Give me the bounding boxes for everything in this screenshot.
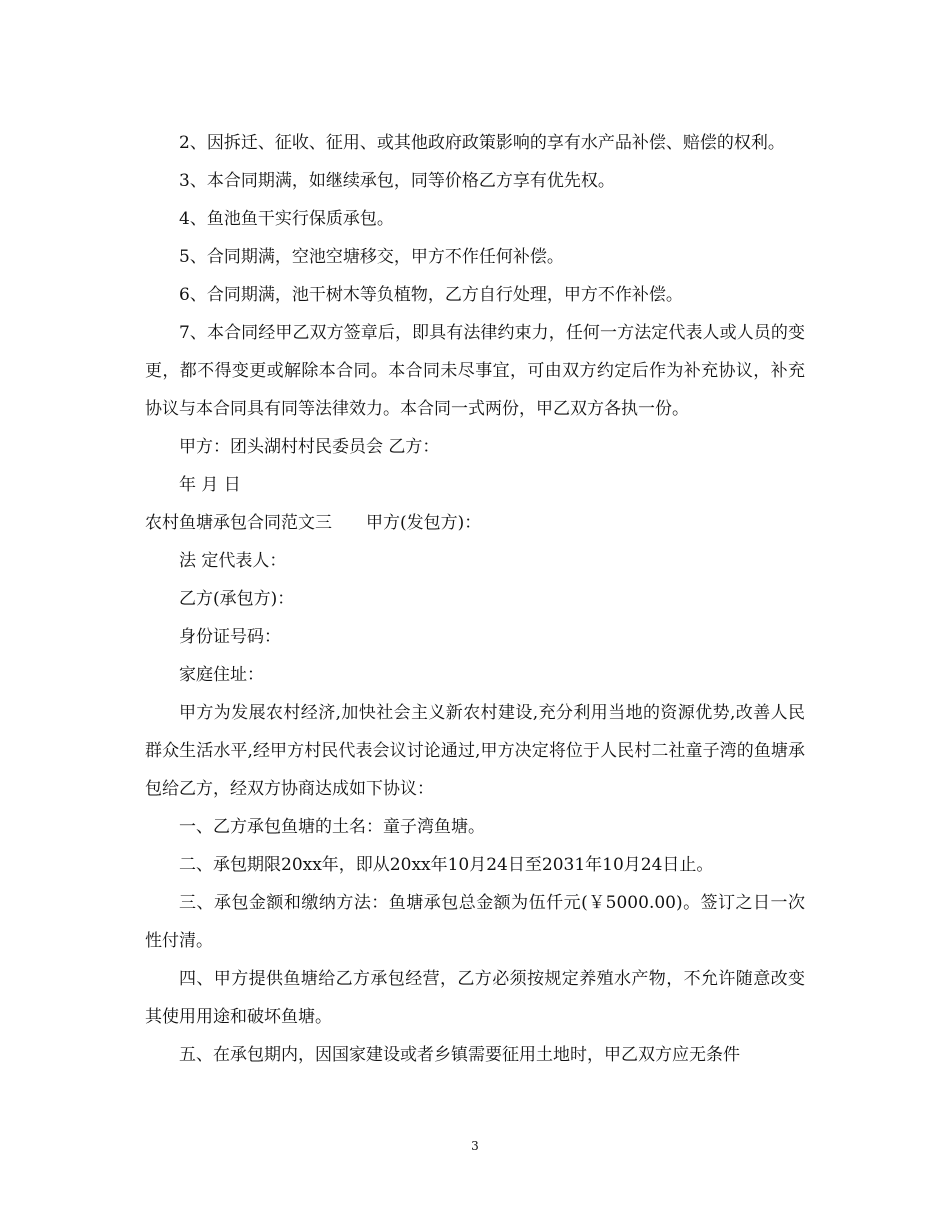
page-number: 3 [471,1139,479,1153]
paragraph: 五、在承包期内，因国家建设或者乡镇需要征用土地时，甲乙双方应无条件 [179,1045,740,1065]
paragraph: 三、承包金额和缴纳方法：鱼塘承包总金额为伍仟元(￥5000.00)。签订之日一次性付清。 [145,893,805,951]
document-body [145,124,805,1074]
date-line: 年 月 日 [179,475,241,495]
paragraph: 4、鱼池鱼干实行保质承包。 [179,209,394,229]
paragraph: 四、甲方提供鱼塘给乙方承包经营，乙方必须按规定养殖水产物，不允许随意改变其使用用途和破坏鱼塘。 [145,969,805,1027]
paragraph: 2、因拆迁、征收、征用、或其他政府政策影响的享有水产品补偿、赔偿的权利。 [179,133,785,153]
paragraph: 6、合同期满，池干树木等负植物，乙方自行处理，甲方不作补偿。 [179,285,683,305]
paragraph: 甲方为发展农村经济,加快社会主义新农村建设,充分利用当地的资源优势,改善人民群众生活水平,经甲方村民代表会议讨论通过,甲方决定将位于人民村二社童子湾的鱼塘承包给乙方，经双方协商达成如下协议： [145,703,805,799]
paragraph: 3、本合同期满，如继续承包，同等价格乙方享有优先权。 [179,171,615,191]
field-id-number: 身份证号码： [179,627,281,647]
paragraph: 5、合同期满，空池空塘移交，甲方不作任何补偿。 [179,247,564,267]
paragraph: 一、乙方承包鱼塘的土名：童子湾鱼塘。 [179,817,485,837]
field-party-b: 乙方(承包方)： [179,589,295,609]
field-legal-representative: 法 定代表人： [179,551,287,571]
field-home-address: 家庭住址： [179,665,264,685]
paragraph: 7、本合同经甲乙双方签章后，即具有法律约束力，任何一方法定代表人或人员的变更，都不得变更或解除本合同。本合同未尽事宜，可由双方约定后作为补充协议，补充协议与本合同具有同等法律效力。本合同一式两份，甲乙双方各执一份。 [145,323,805,419]
section-heading: 农村鱼塘承包合同范文三 甲方(发包方)： [145,513,482,533]
paragraph: 二、承包期限20xx年，即从20xx年10月24日至2031年10月24日止。 [179,855,714,875]
signature-line: 甲方：团头湖村村民委员会 乙方： [179,437,440,457]
